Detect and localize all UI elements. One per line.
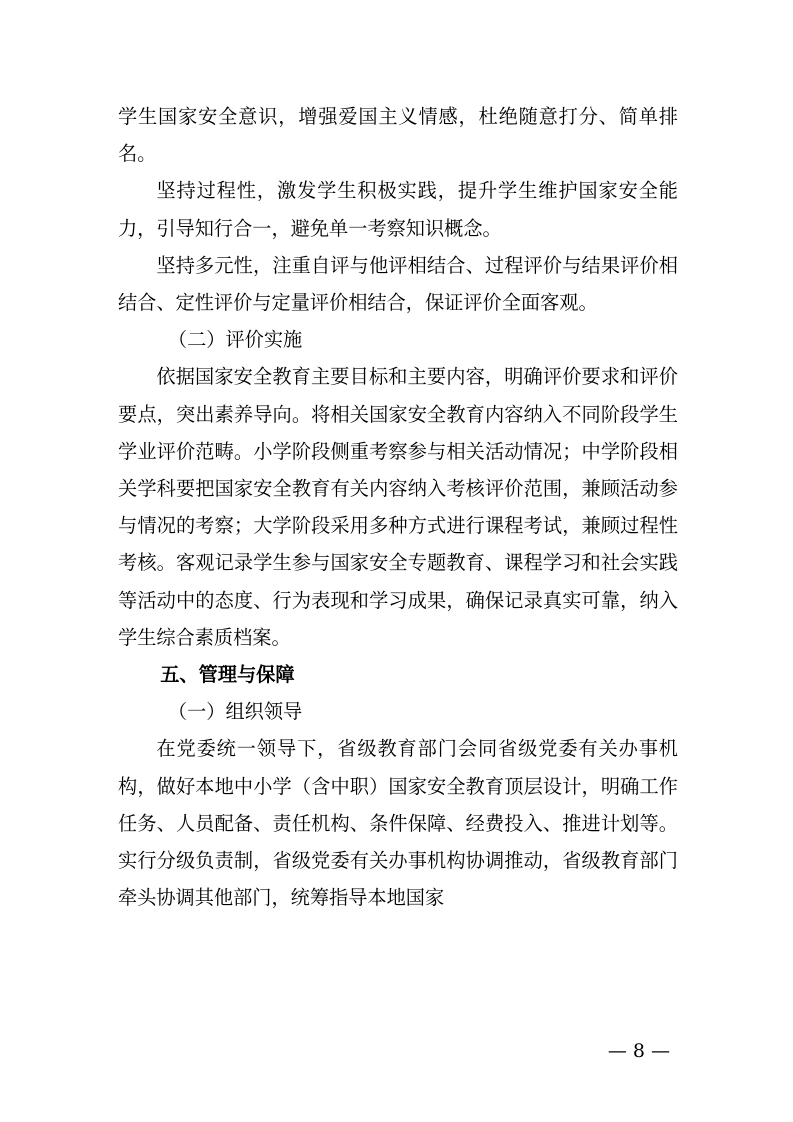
page-number: — 8 — — [607, 1040, 670, 1062]
paragraph-evaluation: 依据国家安全教育主要目标和主要内容，明确评价要求和评价要点，突出素养导向。将相关国家安全教育内容纳入不同阶段学生学业评价范畴。小学阶段侧重考察参与相关活动情况；中学阶段相关学科要把国家安全教育有关内容纳入考核评价范围，兼顾活动参与情况的考察；大学阶段采用多种方式进行课程考试，兼顾过程性考核。客观记录学生参与国家安全专题教育、课程学习和社会实践等活动中的态度、行为表现和学习成果，确保记录真实可靠，纳入学生综合素质档案。 — [118, 365, 678, 649]
paragraph-continuation: 学生国家安全意识，增强爱国主义情感，杜绝随意打分、简单排名。 — [118, 105, 678, 166]
document-body — [118, 98, 678, 916]
paragraph-process: 坚持过程性，激发学生积极实践，提升学生维护国家安全能力，引导知行合一，避免单一考察知识概念。 — [118, 179, 678, 240]
subheading-organization-leadership: （一）组织领导 — [167, 700, 303, 724]
paragraph-leadership: 在党委统一领导下，省级教育部门会同省级党委有关办事机构，做好本地中小学（含中职）国家安全教育顶层设计，明确工作任务、人员配备、责任机构、条件保障、经费投入、推进计划等。实行分级负责制，省级党委有关办事机构协调推动，省级教育部门牵头协调其他部门，统筹指导本地国家 — [118, 737, 678, 910]
section-heading-management: 五、管理与保障 — [160, 663, 295, 687]
paragraph-diversity: 坚持多元性，注重自评与他评相结合、过程评价与结果评价相结合、定性评价与定量评价相结合，保证评价全面客观。 — [118, 253, 678, 315]
subheading-evaluation-implementation: （二）评价实施 — [167, 328, 303, 352]
